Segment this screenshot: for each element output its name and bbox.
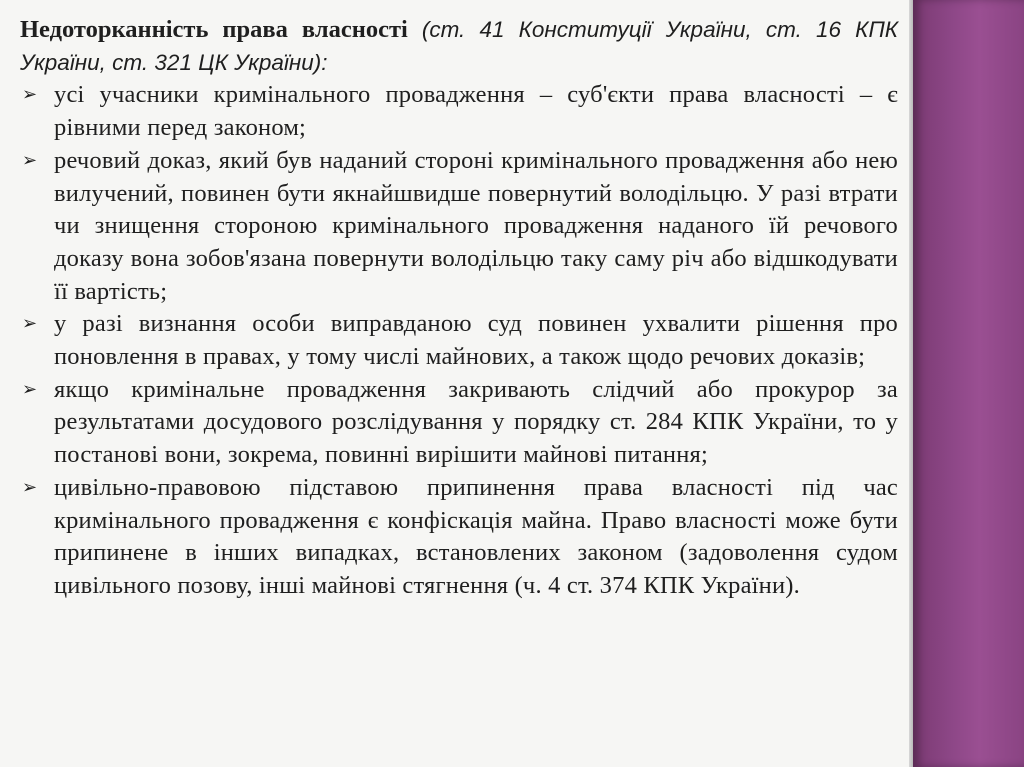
arrow-bullet-icon: ➢ [22, 476, 38, 498]
decorative-side-band [913, 0, 1024, 767]
list-item [20, 145, 898, 309]
list-item [20, 308, 898, 373]
arrow-bullet-icon: ➢ [22, 149, 38, 171]
arrow-bullet-icon: ➢ [22, 378, 38, 400]
heading-legal-references: (ст. 41 Конституції України, ст. 16 КПК України, ст. 321 ЦК України): [20, 17, 899, 75]
slide-heading [20, 14, 898, 79]
heading-bold-text: Недоторканність права власності [20, 16, 408, 43]
list-item-text: у разі визнання особи виправданою суд повинен ухвалити рішення про поновлення в правах, у тому числі майнових, а також щодо речових доказів; [54, 310, 898, 371]
bullet-list [20, 79, 898, 602]
list-item [20, 79, 898, 144]
arrow-bullet-icon: ➢ [22, 84, 38, 106]
list-item-text: речовий доказ, який був наданий стороні кримінального провадження або нею вилучений, повинен бути якнайшвидше повернутий володільцю. У разі втрати чи знищення стороною кримінального провадження наданого їй речового доказу вона зобов'язана повернути володільцю таку саму річ або відшкодувати її вартість; [54, 146, 898, 305]
list-item-text: усі учасники кримінального провадження – суб'єкти права власності – є рівними перед законом; [54, 81, 898, 142]
list-item [20, 374, 898, 472]
list-item-text: цивільно-правовою підставою припинення права власності під час кримінального провадження є конфіскація майна. Право власності може бути припинене в інших випадках, встановлених законом (задоволення судом цивільного позову, інші майнові стягнення (ч. 4 ст. 374 КПК України). [54, 473, 898, 599]
list-item-text: якщо кримінальне провадження закривають слідчий або прокурор за результатами досудового розслідування у порядку ст. 284 КПК України, то у постанові вони, зокрема, повинні вирішити майнові питання; [54, 375, 898, 469]
list-item [20, 472, 898, 603]
arrow-bullet-icon: ➢ [22, 313, 38, 335]
slide-content [20, 14, 898, 603]
